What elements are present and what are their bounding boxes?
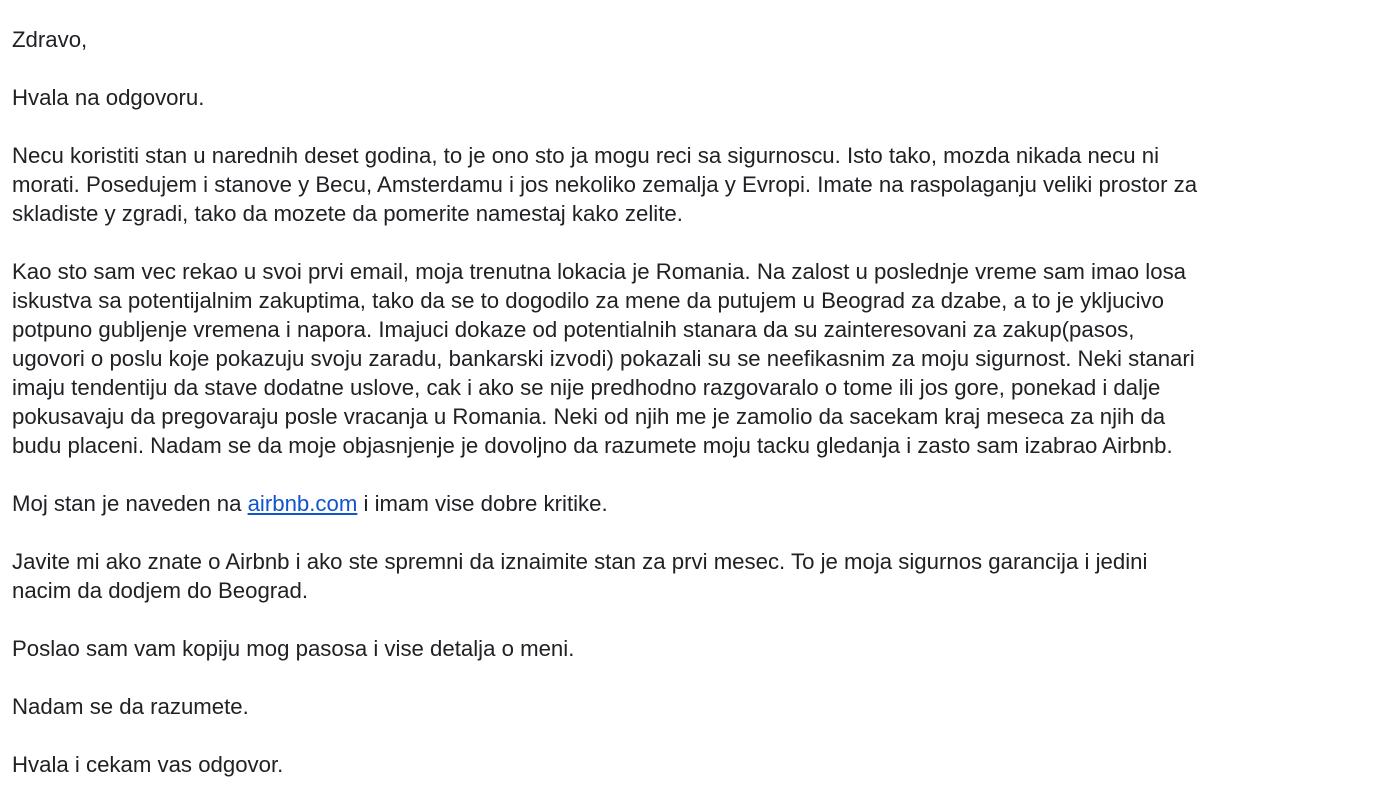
email-paragraph-passport: Poslao sam vam kopiju mog pasosa i vise detalja o meni. xyxy=(12,636,575,661)
listing-text-after: i imam vise dobre kritike. xyxy=(357,491,608,516)
email-paragraph-explanation: Kao sto sam vec rekao u svoi prvi email, moja trenutna lokacia je Romania. Na zalost u poslednje vreme sam imao losa iskustva sa potentijalnim zakuptima, tako da se to dogodilo za mene da putujem u Beograd za dzabe, a to je ykljucivo potpuno gubljenje vremena i napora. Imajuci dokaze od potentialnih stanara da su zainteresovani za zakup(pasos, ugovori o poslu koje pokazuju svoju zaradu, bankarski izvodi) pokazali su se neefikasnim za moju sigurnost. Neki stanari imaju tendentiju da stave dodatne uslove, cak i ako se nije predhodno razgovaralo o tome ili jos gore, ponekad i dalje pokusavaju da pregovaraju posle vracanja u Romania. Neki od njih me je zamolio da sacekam kraj meseca za njih da budu placeni. Nadam se da moje objasnjenje je dovoljno da razumete moju tacku gledanja i zasto sam izabrao Airbnb. xyxy=(12,259,1195,458)
email-paragraph-apartment: Necu koristiti stan u narednih deset godina, to je ono sto ja mogu reci sa sigurnoscu. Isto tako, mozda nikada necu ni morati. Posedujem i stanove y Becu, Amsterdamu i jos nekoliko zemalja y Evropi. Imate na raspolaganju veliki prostor za skladiste y zgradi, tako da mozete da pomerite namestaj kako zelite. xyxy=(12,143,1198,226)
email-signoff: Hvala i cekam vas odgovor. xyxy=(12,752,284,777)
airbnb-link[interactable]: airbnb.com xyxy=(247,491,358,516)
email-greeting: Zdravo, xyxy=(12,27,88,52)
email-paragraph-listing xyxy=(12,489,1396,518)
email-body xyxy=(12,25,1396,808)
email-paragraph-request: Javite mi ako znate o Airbnb i ako ste spremni da iznaimite stan za prvi mesec. To je moja sigurnos garancija i jedini nacim da dodjem do Beograd. xyxy=(12,549,1148,603)
listing-text-before: Moj stan je naveden na xyxy=(12,491,248,516)
email-thanks-line: Hvala na odgovoru. xyxy=(12,85,205,110)
email-paragraph-understand: Nadam se da razumete. xyxy=(12,694,249,719)
